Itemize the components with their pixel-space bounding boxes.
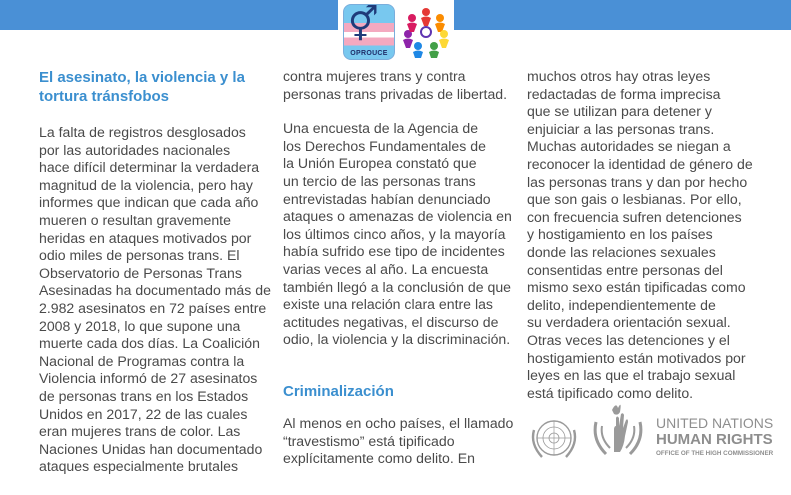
text-line: La falta de registros desglosados: [39, 124, 246, 140]
human-rights-hand-logo-icon: [588, 400, 648, 464]
continued-paragraph: [283, 68, 523, 103]
criminalization-paragraph: [283, 415, 523, 468]
text-line: personas trans privadas de libertad.: [283, 85, 508, 102]
text-line: mismo sexo están tipificadas como: [527, 279, 746, 296]
text-line: Nacional de Programas contra la: [39, 352, 245, 369]
text-line: mueren o resultan gravemente: [39, 211, 231, 228]
text-line: heridas en ataques motivados por: [39, 229, 252, 246]
section-heading-criminalization: Criminalización: [283, 382, 394, 400]
column-2: [283, 68, 523, 468]
text-line: por las autoridades nacionales: [39, 141, 231, 158]
text-line: odio, la violencia y la discriminación.: [283, 331, 511, 348]
text-line: leyes en las que el trabajo sexual: [527, 367, 736, 384]
rainbow-people-logo-icon: [400, 4, 452, 58]
heading-line: tortura tránsfobos: [39, 88, 170, 105]
text-line: delito, independientemente de: [527, 296, 716, 313]
text-line: de personas trans en los Estados: [39, 387, 249, 404]
text-line: donde las relaciones sexuales: [527, 243, 716, 260]
text-line: su verdadera orientación sexual.: [527, 314, 731, 331]
section-heading-violence: [39, 68, 279, 106]
text-line: redactadas de forma imprecisa: [527, 85, 721, 102]
text-line: ataques especialmente brutales: [39, 458, 239, 475]
text-line: existe una relación clara entre las: [283, 296, 493, 313]
text-line: también llegó a la conclusión de que: [283, 278, 512, 295]
text-line: hace difícil determinar la verdadera: [39, 159, 260, 176]
text-line: que se utilizan para detener y: [527, 103, 712, 120]
text-line: reconocer la identidad de género de: [527, 155, 753, 172]
text-line: Asesinadas ha documentado más de: [39, 282, 271, 299]
text-line: Naciones Unidas han documentado: [39, 440, 263, 457]
text-line: odio miles de personas trans. El: [39, 247, 240, 264]
text-line: muerte cada dos días. La Coalición: [39, 335, 260, 352]
laws-paragraph: [527, 68, 767, 402]
text-line: hostigamiento están motivados por: [527, 349, 746, 366]
text-line: enjuiciar a las personas trans.: [527, 120, 715, 137]
un-name: UNITED NATIONS: [656, 415, 774, 431]
text-line: Al menos en ocho países, el llamado: [283, 414, 514, 431]
text-line: Observatorio de Personas Trans: [39, 264, 242, 281]
text-line: actitudes negativas, el discurso de: [283, 313, 499, 330]
oprouce-logo: [343, 4, 395, 60]
text-line: muchos otros hay otras leyes: [527, 68, 711, 84]
heading-line: El asesinato, la violencia y la: [39, 69, 245, 86]
text-line: varias veces al año. La encuesta: [283, 260, 489, 277]
text-line: informes que indican que cada año: [39, 194, 259, 211]
office-label: OFFICE OF THE HIGH COMMISSIONER: [656, 450, 774, 457]
text-line: los Derechos Fundamentales de: [283, 137, 486, 154]
text-line: Otras veces las detenciones y el: [527, 331, 730, 348]
text-line: 2008 y 2018, lo que supone una: [39, 317, 241, 334]
text-line: ataques o amenazas de violencia en: [283, 208, 512, 225]
text-line: las personas trans y dan por hecho: [527, 173, 748, 190]
column-3: [527, 68, 767, 402]
text-line: Una encuesta de la Agencia de: [283, 120, 479, 137]
text-line: entrevistadas habían denunciado: [283, 190, 491, 207]
oprouce-label: OPROUCE: [350, 50, 388, 57]
text-line: y hostigamiento en los países: [527, 226, 713, 243]
text-line: “travestismo” está tipificado: [283, 432, 455, 449]
text-line: Unidos en 2017, 22 de las cuales: [39, 405, 248, 422]
text-line: magnitud de la violencia, pero hay: [39, 176, 253, 193]
column-1: [39, 68, 279, 476]
text-line: Violencia informó de 27 asesinatos: [39, 370, 258, 387]
text-line: explícitamente como delito. En: [283, 450, 475, 467]
un-emblem-icon: [528, 412, 580, 464]
text-line: Muchas autoridades se niegan a: [527, 138, 731, 155]
transgender-symbol-icon: ⚥: [348, 5, 379, 45]
survey-paragraph: [283, 120, 523, 349]
text-line: contra mujeres trans y contra: [283, 68, 466, 84]
text-line: la Unión Europea constató que: [283, 155, 477, 172]
text-line: un tercio de las personas trans: [283, 172, 476, 189]
text-line: consentidas entre personas del: [527, 261, 723, 278]
violence-paragraph: [39, 124, 279, 476]
text-line: 2.982 asesinatos en 72 países entre: [39, 299, 267, 316]
text-line: los últimos cinco años, y la mayoría: [283, 225, 506, 242]
text-line: que son gais o lesbianas. Por ello,: [527, 191, 742, 208]
text-line: había sufrido ese tipo de incidentes: [283, 243, 505, 260]
human-rights-title: HUMAN RIGHTS: [656, 431, 773, 448]
text-line: está tipificado como delito.: [527, 384, 694, 401]
text-line: con frecuencia sufren detenciones: [527, 208, 742, 225]
text-line: eran mujeres trans de color. Las: [39, 423, 241, 440]
